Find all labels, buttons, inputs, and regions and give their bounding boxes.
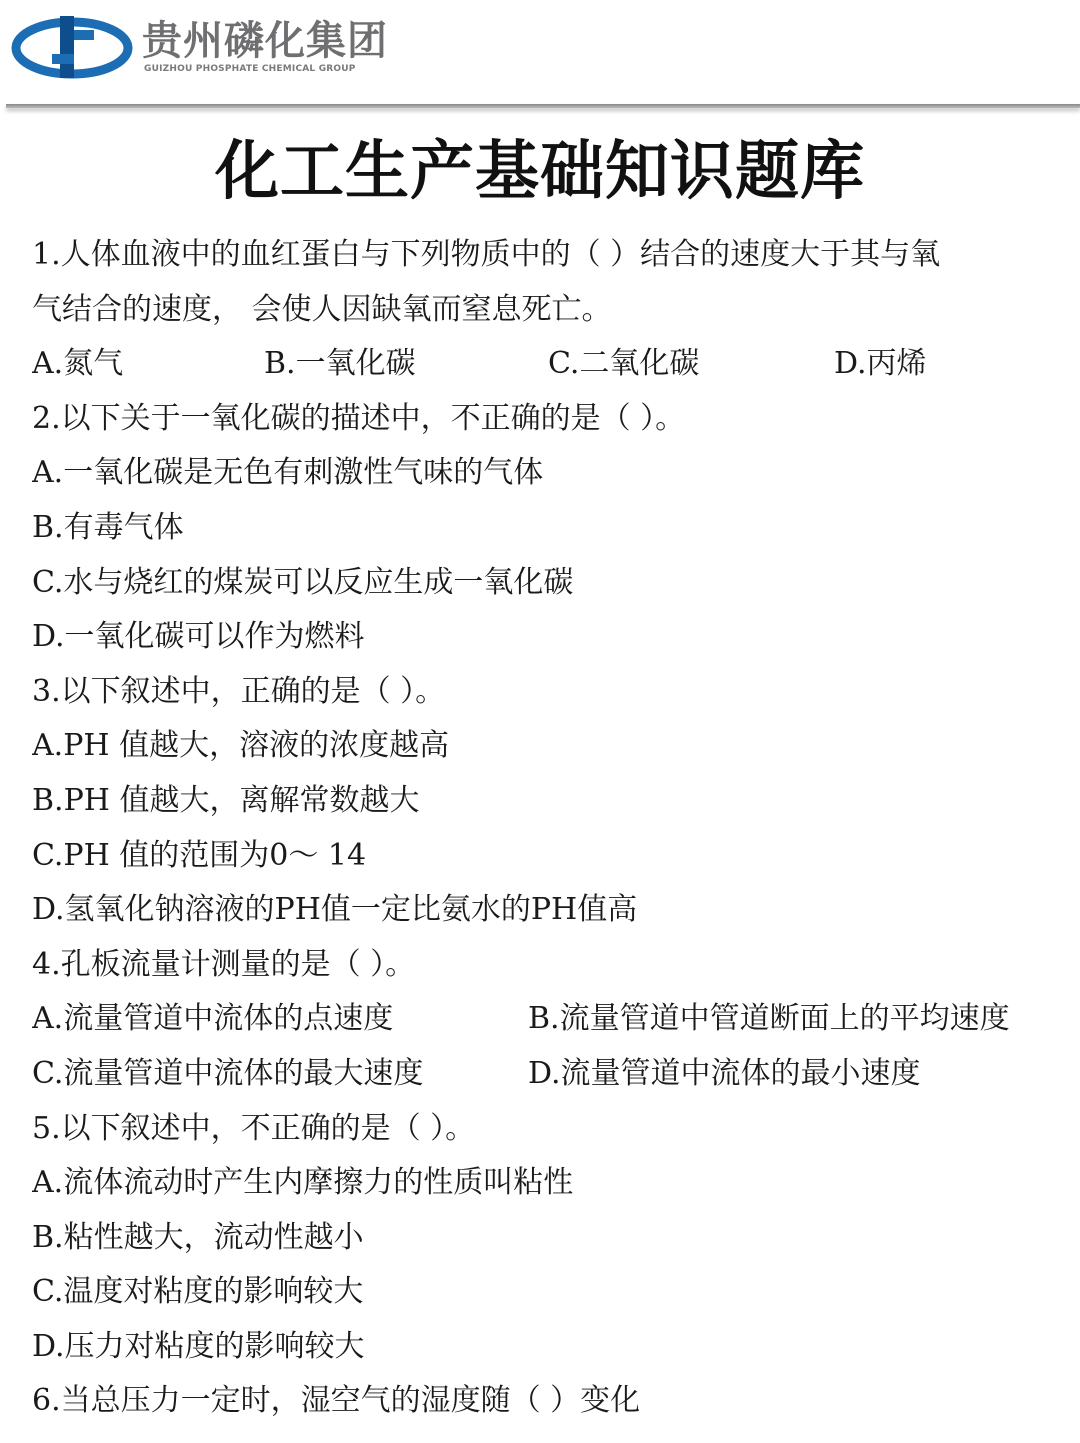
option-row — [32, 992, 1052, 1047]
answer-option: D.流量管道中流体的最小速度 — [528, 1055, 921, 1091]
text-line: A.PH 值越大，溶液的浓度越高 — [32, 728, 450, 764]
text-line: C.水与烧红的煤炭可以反应生成一氧化碳 — [32, 564, 574, 600]
answer-option: C.流量管道中流体的最大速度 — [32, 1055, 424, 1091]
text-line: D.氢氧化钠溶液的PH值一定比氨水的PH值高 — [32, 892, 638, 928]
option-row — [32, 337, 1052, 392]
text-line: A.流体流动时产生内摩擦力的性质叫粘性 — [32, 1165, 574, 1201]
brand-name: 贵州磷化集团 — [142, 18, 388, 64]
answer-option: C.二氧化碳 — [548, 346, 700, 382]
question-list — [32, 228, 1052, 1429]
text-line: B.有毒气体 — [32, 509, 184, 545]
option-row — [32, 1047, 1052, 1102]
question-line: 5.以下叙述中，不正确的是（ ）。 — [32, 1110, 476, 1146]
question-line: 3.以下叙述中，正确的是（ ）。 — [32, 673, 446, 709]
text-line: C.温度对粘度的影响较大 — [32, 1274, 364, 1310]
gpcg-logo-icon — [8, 6, 138, 86]
text-line: B.粘性越大，流动性越小 — [32, 1219, 364, 1255]
text-line: C.PH 值的范围为0～ 14 — [32, 837, 367, 873]
page-title: 化工生产基础知识题库 — [215, 134, 865, 209]
text-line: D.一氧化碳可以作为燃料 — [32, 619, 365, 655]
header-divider — [6, 104, 1080, 108]
question-line: 6.当总压力一定时，湿空气的湿度随（ ）变化 — [32, 1383, 641, 1419]
brand-subtitle: GUIZHOU PHOSPHATE CHEMICAL GROUP — [144, 64, 356, 74]
answer-option: A.流量管道中流体的点速度 — [32, 1001, 394, 1037]
text-line: B.PH 值越大，离解常数越大 — [32, 782, 420, 818]
question-line: 1.人体血液中的血红蛋白与下列物质中的（ ）结合的速度大于其与氧 — [32, 237, 941, 272]
page-header — [0, 0, 1080, 108]
answer-option: A.氮气 — [32, 346, 124, 382]
question-line: 4.孔板流量计测量的是（ ）。 — [32, 946, 416, 982]
answer-option: B.流量管道中管道断面上的平均速度 — [528, 1001, 1010, 1037]
text-line: D.压力对粘度的影响较大 — [32, 1328, 365, 1364]
text-line: 气结合的速度， 会使人因缺氧而窒息死亡。 — [32, 291, 612, 327]
question-line: 2.以下关于一氧化碳的描述中，不正确的是（ ）。 — [32, 400, 686, 436]
answer-option: D.丙烯 — [834, 346, 927, 382]
answer-option: B.一氧化碳 — [264, 346, 416, 382]
text-line: A.一氧化碳是无色有刺激性气味的气体 — [32, 455, 544, 491]
